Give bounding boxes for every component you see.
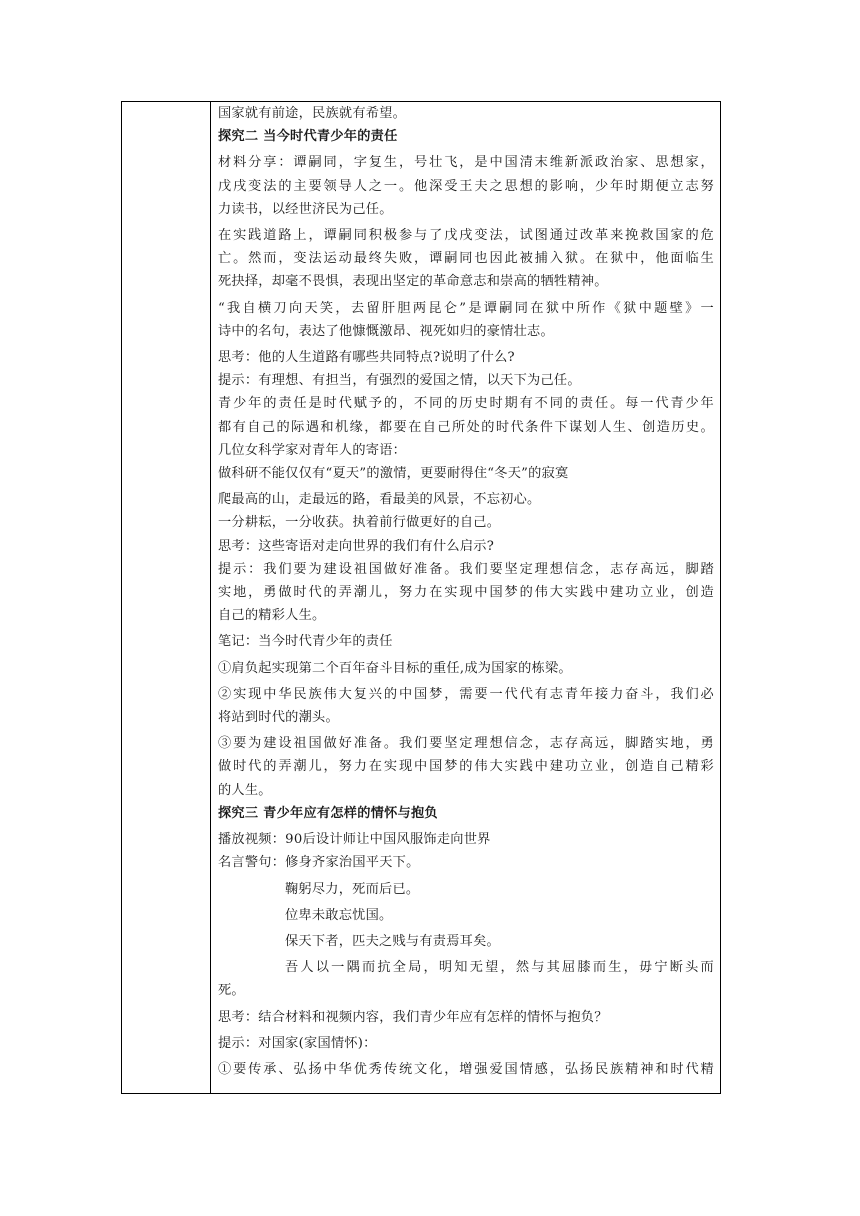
motto-line: 位卑未敢忘忧国。 [285, 907, 393, 923]
paragraph-line: “我自横刀向天笑，去留肝胆两昆仑”是谭嗣同在狱中所作《狱中题壁》一 [218, 300, 714, 316]
text-line: 国家就有前途，民族就有希望。 [218, 106, 407, 121]
paragraph-line: 亡。然而，变法运动最终失败，谭嗣同也因此被捕入狱。在狱中，他面临生 [218, 251, 714, 267]
paragraph-line: 材料分享：谭嗣同，字复生，号壮飞，是中国清末维新派政治家、思想家， [218, 155, 714, 171]
motto-line: 吾人以一隅而抗全局，明知无望，然与其屈膝而生，毋宁断头而 [285, 960, 714, 976]
paragraph-line: 都有自己的际遇和机缘，都要在自己所处的时代条件下谋划人生、创造历史。 [218, 419, 714, 435]
paragraph-line: 播放视频：90后设计师让中国风服饰走向世界 [218, 832, 491, 848]
paragraph-line: 青少年的责任是时代赋予的，不同的历史时期有不同的责任。每一代青少年 [218, 396, 714, 412]
paragraph-line: 死抉择，却毫不畏惧，表现出坚定的革命意志和崇高的牺牲精神。 [218, 274, 608, 290]
content-cell [218, 102, 714, 1081]
note-item: 做时代的弄潮儿，努力在实现中国梦的伟大实践中建功立业，创造自己精彩 [218, 759, 714, 775]
lesson-table [121, 101, 721, 1094]
hint-line: 提示：我们要为建设祖国做好准备。我们要坚定理想信念，志存高远，脚踏 [218, 561, 714, 577]
hint-line: 自己的精彩人生。 [218, 608, 326, 624]
quote-line: 爬最高的山，走最远的路，看最美的风景，不忘初心。 [218, 492, 541, 508]
motto-line: 保天下者，匹夫之贱与有责焉耳矣。 [285, 933, 500, 949]
hint-line: 实地，勇做时代的弄潮儿，努力在实现中国梦的伟大实践中建功立业，创造 [218, 585, 714, 601]
note-item: ③要为建设祖国做好准备。我们要坚定理想信念，志存高远，脚踏实地，勇 [218, 736, 714, 752]
motto-line: 名言警句：修身齐家治国平天下。 [218, 855, 420, 871]
note-item: ②实现中华民族伟大复兴的中国梦，需要一代代有志青年接力奋斗，我们必 [218, 686, 714, 702]
column-divider [210, 102, 211, 1093]
quote-line: 做科研不能仅仅有“夏天”的激情，更要耐得住“冬天”的寂寞 [218, 466, 569, 482]
paragraph-line: 几位女科学家对青年人的寄语： [218, 442, 407, 458]
hint-line: ①要传承、弘扬中华优秀传统文化，增强爱国情感，弘扬民族精神和时代精 [218, 1061, 714, 1077]
motto-line: 死。 [218, 983, 245, 999]
paragraph-line: 诗中的名句，表达了他慷慨激昂、视死如归的豪情壮志。 [218, 323, 554, 339]
quote-line: 一分耕耘，一分收获。执着前行做更好的自己。 [218, 515, 501, 531]
paragraph-line: 戊戌变法的主要领导人之一。他深受王夫之思想的影响，少年时期便立志努 [218, 178, 714, 194]
hint-line: 提示：有理想、有担当，有强烈的爱国之情，以天下为己任。 [218, 373, 581, 389]
question-line: 思考：这些寄语对走向世界的我们有什么启示? [218, 538, 495, 554]
question-line: 思考：他的人生道路有哪些共同特点?说明了什么? [218, 350, 515, 366]
paragraph-line: 力读书，以经世济民为己任。 [218, 201, 393, 217]
note-item: ①肩负起实现第二个百年奋斗目标的重任,成为国家的栋梁。 [218, 660, 572, 676]
note-heading: 笔记：当今时代青少年的责任 [218, 634, 393, 650]
section-heading: 探究二 当今时代青少年的责任 [218, 129, 398, 145]
question-line: 思考：结合材料和视频内容，我们青少年应有怎样的情怀与抱负？ [218, 1009, 608, 1025]
note-item: 的人生。 [218, 782, 272, 798]
note-item: 将站到时代的潮头。 [218, 710, 339, 726]
hint-line: 提示：对国家(家国情怀)： [218, 1035, 377, 1051]
paragraph-line: 在实践道路上，谭嗣同积极参与了戊戌变法，试图通过改革来挽救国家的危 [218, 228, 714, 244]
motto-line: 鞠躬尽力，死而后已。 [285, 881, 420, 897]
section-heading: 探究三 青少年应有怎样的情怀与抱负 [218, 805, 438, 821]
